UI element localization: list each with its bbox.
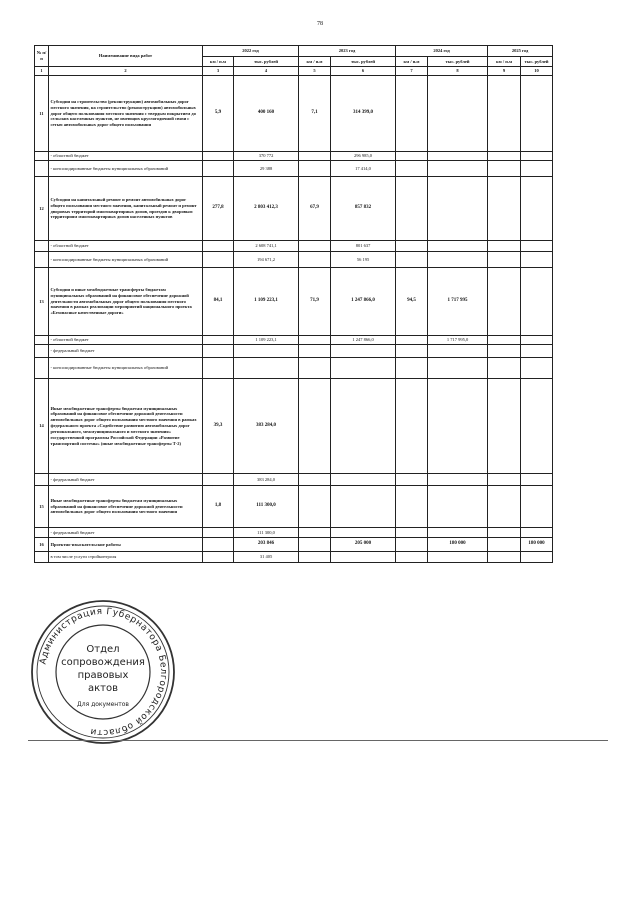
km-value-cell: 7,1 — [299, 76, 331, 152]
work-name-cell: - федеральный бюджет — [49, 474, 203, 486]
rub-value-cell — [521, 76, 553, 152]
work-name-cell: Субсидии на капитальный ремонт и ремонт автомобильных дорог общего пользования местного значения, капитальный ремонт и ремонт дворовых территорий многоквартирных домов, проездов к дворовым территориям многоквартирных домов населенных пунктов — [49, 177, 203, 241]
stamp-line: Отдел — [86, 644, 120, 655]
rub-value-cell — [521, 252, 553, 268]
km-value-cell — [488, 552, 521, 563]
row-number — [35, 345, 49, 358]
table-row — [35, 76, 553, 152]
km-value-cell — [488, 177, 521, 241]
rub-value-cell — [521, 528, 553, 538]
rub-value-cell — [428, 379, 488, 474]
rub-value-cell: 400 160 — [234, 76, 299, 152]
rub-value-cell — [428, 152, 488, 161]
rub-value-cell — [521, 336, 553, 345]
km-value-cell — [203, 538, 234, 552]
rub-value-cell — [331, 345, 396, 358]
work-name-cell: - консолидированные бюджеты муниципальных образований — [49, 252, 203, 268]
rub-value-cell: 194 671,2 — [234, 252, 299, 268]
row-number — [35, 252, 49, 268]
km-value-cell — [299, 336, 331, 345]
km-value-cell — [396, 76, 428, 152]
rub-value-cell — [521, 474, 553, 486]
row-number — [35, 241, 49, 252]
km-value-cell — [396, 152, 428, 161]
km-value-cell — [488, 268, 521, 336]
column-number: 4 — [234, 67, 299, 76]
rub-value-cell — [428, 358, 488, 379]
row-number: 11 — [35, 76, 49, 152]
km-value-cell — [488, 474, 521, 486]
column-number: 2 — [49, 67, 203, 76]
km-value-cell — [396, 358, 428, 379]
km-value-cell — [203, 474, 234, 486]
km-value-cell — [488, 152, 521, 161]
km-value-cell — [203, 528, 234, 538]
stamp-ring-text: Администрация Губернатора Белгородской области — [38, 606, 169, 738]
rub-value-cell: 205 000 — [331, 538, 396, 552]
km-value-cell — [488, 486, 521, 528]
column-number: 6 — [331, 67, 396, 76]
row-number — [35, 336, 49, 345]
rub-value-cell — [521, 345, 553, 358]
km-value-cell — [203, 345, 234, 358]
rub-value-cell — [521, 358, 553, 379]
km-value-cell — [299, 345, 331, 358]
km-value-cell: 67,9 — [299, 177, 331, 241]
km-value-cell — [203, 152, 234, 161]
table-row — [35, 241, 553, 252]
rub-value-cell: 111 300,0 — [234, 486, 299, 528]
rub-value-cell: 1 717 995 — [428, 268, 488, 336]
rub-value-cell — [234, 358, 299, 379]
km-value-cell — [299, 152, 331, 161]
rub-value-cell: 111 300,0 — [234, 528, 299, 538]
km-value-cell — [203, 336, 234, 345]
km-value-cell — [396, 161, 428, 177]
rub-value-cell: 29 388 — [234, 161, 299, 177]
work-name-cell: в том числе услуги стройконтроля — [49, 552, 203, 563]
works-table — [34, 45, 553, 563]
stamp-line: правовых — [77, 670, 129, 681]
header-year-2023: 2023 год — [299, 46, 396, 57]
header-unit-km: км / п.м — [488, 57, 521, 67]
work-name-cell: Субсидии и иные межбюджетные трансферты бюджетам муниципальных образований на финансовое обеспечение дорожной деятельности автомобильных дорог общего пользования местного значения в рамках реализации мероприятий национального проекта «Безопасные качественные дороги» — [49, 268, 203, 336]
rub-value-cell: 314 399,0 — [331, 76, 396, 152]
header-year-2022: 2022 год — [203, 46, 299, 57]
rub-value-cell — [428, 345, 488, 358]
rub-value-cell — [428, 528, 488, 538]
km-value-cell — [396, 474, 428, 486]
table-row — [35, 486, 553, 528]
work-name-cell: - федеральный бюджет — [49, 345, 203, 358]
rub-value-cell — [331, 474, 396, 486]
header-row-column-numbers — [35, 67, 553, 76]
row-number — [35, 528, 49, 538]
rub-value-cell: 1 109 223,1 — [234, 268, 299, 336]
km-value-cell — [299, 241, 331, 252]
rub-value-cell — [521, 177, 553, 241]
table-row — [35, 358, 553, 379]
rub-value-cell: 56 195 — [331, 252, 396, 268]
row-number — [35, 358, 49, 379]
table-row — [35, 161, 553, 177]
header-work-name: Наименование вида работ — [49, 46, 203, 67]
header-row-years — [35, 46, 553, 57]
rub-value-cell: 1 247 866,0 — [331, 336, 396, 345]
row-number: 12 — [35, 177, 49, 241]
rub-value-cell — [521, 241, 553, 252]
rub-value-cell: 17 414,0 — [331, 161, 396, 177]
rub-value-cell: 1 109 223,1 — [234, 336, 299, 345]
rub-value-cell: 1 717 995,0 — [428, 336, 488, 345]
table-row — [35, 538, 553, 552]
column-number: 1 — [35, 67, 49, 76]
header-unit-km: км / п.м — [396, 57, 428, 67]
row-number: 13 — [35, 268, 49, 336]
km-value-cell — [396, 177, 428, 241]
row-number — [35, 474, 49, 486]
table-row — [35, 268, 553, 336]
rub-value-cell — [331, 552, 396, 563]
table-row — [35, 528, 553, 538]
rub-value-cell — [331, 528, 396, 538]
header-unit-km: км / п.м — [203, 57, 234, 67]
rub-value-cell — [234, 345, 299, 358]
km-value-cell: 94,5 — [396, 268, 428, 336]
rub-value-cell — [521, 486, 553, 528]
rub-value-cell — [521, 379, 553, 474]
km-value-cell — [396, 538, 428, 552]
header-unit-rub: тыс. рублей — [521, 57, 553, 67]
column-number: 7 — [396, 67, 428, 76]
header-year-2025: 2025 год — [488, 46, 553, 57]
rub-value-cell: 180 000 — [428, 538, 488, 552]
km-value-cell — [488, 358, 521, 379]
official-stamp — [28, 597, 178, 747]
rub-value-cell — [521, 161, 553, 177]
km-value-cell — [396, 336, 428, 345]
header-unit-km: км / п.м — [299, 57, 331, 67]
work-name-cell: - областной бюджет — [49, 336, 203, 345]
km-value-cell — [488, 252, 521, 268]
header-unit-rub: тыс. рублей — [428, 57, 488, 67]
km-value-cell — [488, 76, 521, 152]
km-value-cell — [299, 486, 331, 528]
km-value-cell — [488, 336, 521, 345]
column-number: 3 — [203, 67, 234, 76]
km-value-cell — [488, 379, 521, 474]
column-number: 8 — [428, 67, 488, 76]
page-number: 78 — [317, 21, 323, 27]
km-value-cell: 39,3 — [203, 379, 234, 474]
km-value-cell — [299, 358, 331, 379]
table-row — [35, 345, 553, 358]
km-value-cell: 277,8 — [203, 177, 234, 241]
work-name-cell: - областной бюджет — [49, 152, 203, 161]
row-number: 15 — [35, 486, 49, 528]
header-year-2024: 2024 год — [396, 46, 488, 57]
km-value-cell — [396, 379, 428, 474]
rub-value-cell — [521, 152, 553, 161]
work-name-cell: - консолидированные бюджеты муниципальных образований — [49, 358, 203, 379]
column-number: 10 — [521, 67, 553, 76]
table-row — [35, 252, 553, 268]
work-name-cell: Проектно-изыскательские работы — [49, 538, 203, 552]
rub-value-cell — [521, 268, 553, 336]
rub-value-cell — [428, 486, 488, 528]
row-number: 14 — [35, 379, 49, 474]
rub-value-cell: 801 637 — [331, 241, 396, 252]
table-row — [35, 552, 553, 563]
work-name-cell: Субсидии на строительство (реконструкцию) автомобильных дорог местного значения, на строительство (реконструкцию) автомобильных дорог общего пользования местного значения с твердым покрытием до сельских населенных пунктов, не имеющих круглогодичной связи с сетью автомобильных дорог общего пользования — [49, 76, 203, 152]
work-name-cell: - консолидированные бюджеты муниципальных образований — [49, 161, 203, 177]
rub-value-cell: 2 803 412,3 — [234, 177, 299, 241]
km-value-cell — [203, 358, 234, 379]
rub-value-cell: 203 846 — [234, 538, 299, 552]
rub-value-cell: 857 832 — [331, 177, 396, 241]
km-value-cell — [299, 538, 331, 552]
rub-value-cell — [331, 358, 396, 379]
stamp-line: актов — [87, 683, 119, 694]
rub-value-cell — [428, 177, 488, 241]
row-number — [35, 552, 49, 563]
km-value-cell — [299, 161, 331, 177]
km-value-cell: 84,1 — [203, 268, 234, 336]
km-value-cell — [396, 252, 428, 268]
km-value-cell — [488, 161, 521, 177]
rub-value-cell: 370 772 — [234, 152, 299, 161]
stamp-small-text: Для документов — [77, 701, 129, 708]
row-number — [35, 161, 49, 177]
rub-value-cell — [331, 379, 396, 474]
rub-value-cell — [428, 552, 488, 563]
rub-value-cell — [331, 486, 396, 528]
table-row — [35, 474, 553, 486]
km-value-cell — [299, 552, 331, 563]
rub-value-cell — [428, 474, 488, 486]
km-value-cell — [299, 252, 331, 268]
rub-value-cell: 2 608 741,1 — [234, 241, 299, 252]
rub-value-cell: 180 000 — [521, 538, 553, 552]
header-unit-rub: тыс. рублей — [234, 57, 299, 67]
km-value-cell — [299, 379, 331, 474]
km-value-cell: 5,9 — [203, 76, 234, 152]
km-value-cell — [299, 528, 331, 538]
work-name-cell: Иные межбюджетные трансферты бюджетам муниципальных образований на финансовое обеспечение дорожной деятельности автомобильных дорог общего пользования местного значения в рамках федерального проекта «Содействие развитию автомобильных дорог регионального, межмуниципального и местного значения» государственной программы Российской Федерации «Развитие транспортной системы» (иные межбюджетные трансферты Т-2) — [49, 379, 203, 474]
km-value-cell: 1,8 — [203, 486, 234, 528]
row-number — [35, 152, 49, 161]
work-name-cell: - областной бюджет — [49, 241, 203, 252]
column-number: 5 — [299, 67, 331, 76]
km-value-cell — [203, 161, 234, 177]
km-value-cell — [203, 252, 234, 268]
km-value-cell — [396, 528, 428, 538]
km-value-cell — [203, 241, 234, 252]
column-number: 9 — [488, 67, 521, 76]
work-name-cell: - федеральный бюджет — [49, 528, 203, 538]
km-value-cell — [396, 241, 428, 252]
footer-rule — [28, 740, 608, 741]
rub-value-cell — [428, 161, 488, 177]
header-unit-rub: тыс. рублей — [331, 57, 396, 67]
km-value-cell: 71,9 — [299, 268, 331, 336]
km-value-cell — [396, 345, 428, 358]
rub-value-cell: 383 284,0 — [234, 474, 299, 486]
rub-value-cell — [521, 552, 553, 563]
km-value-cell — [299, 474, 331, 486]
km-value-cell — [203, 552, 234, 563]
header-num: № п/п — [35, 46, 49, 67]
rub-value-cell — [428, 241, 488, 252]
table-row — [35, 152, 553, 161]
rub-value-cell: 31 405 — [234, 552, 299, 563]
rub-value-cell: 1 247 866,0 — [331, 268, 396, 336]
table-row — [35, 336, 553, 345]
table-row — [35, 177, 553, 241]
km-value-cell — [488, 241, 521, 252]
rub-value-cell — [428, 76, 488, 152]
km-value-cell — [488, 538, 521, 552]
rub-value-cell: 296 985,0 — [331, 152, 396, 161]
work-name-cell: Иные межбюджетные трансферты бюджетам муниципальных образований на финансовое обеспечение дорожной деятельности автомобильных дорог общего пользования местного значения — [49, 486, 203, 528]
stamp-line: сопровождения — [61, 657, 145, 668]
km-value-cell — [396, 552, 428, 563]
km-value-cell — [396, 486, 428, 528]
row-number: 16 — [35, 538, 49, 552]
km-value-cell — [488, 345, 521, 358]
table-row — [35, 379, 553, 474]
km-value-cell — [488, 528, 521, 538]
rub-value-cell: 383 284,0 — [234, 379, 299, 474]
rub-value-cell — [428, 252, 488, 268]
table-body — [35, 76, 553, 563]
